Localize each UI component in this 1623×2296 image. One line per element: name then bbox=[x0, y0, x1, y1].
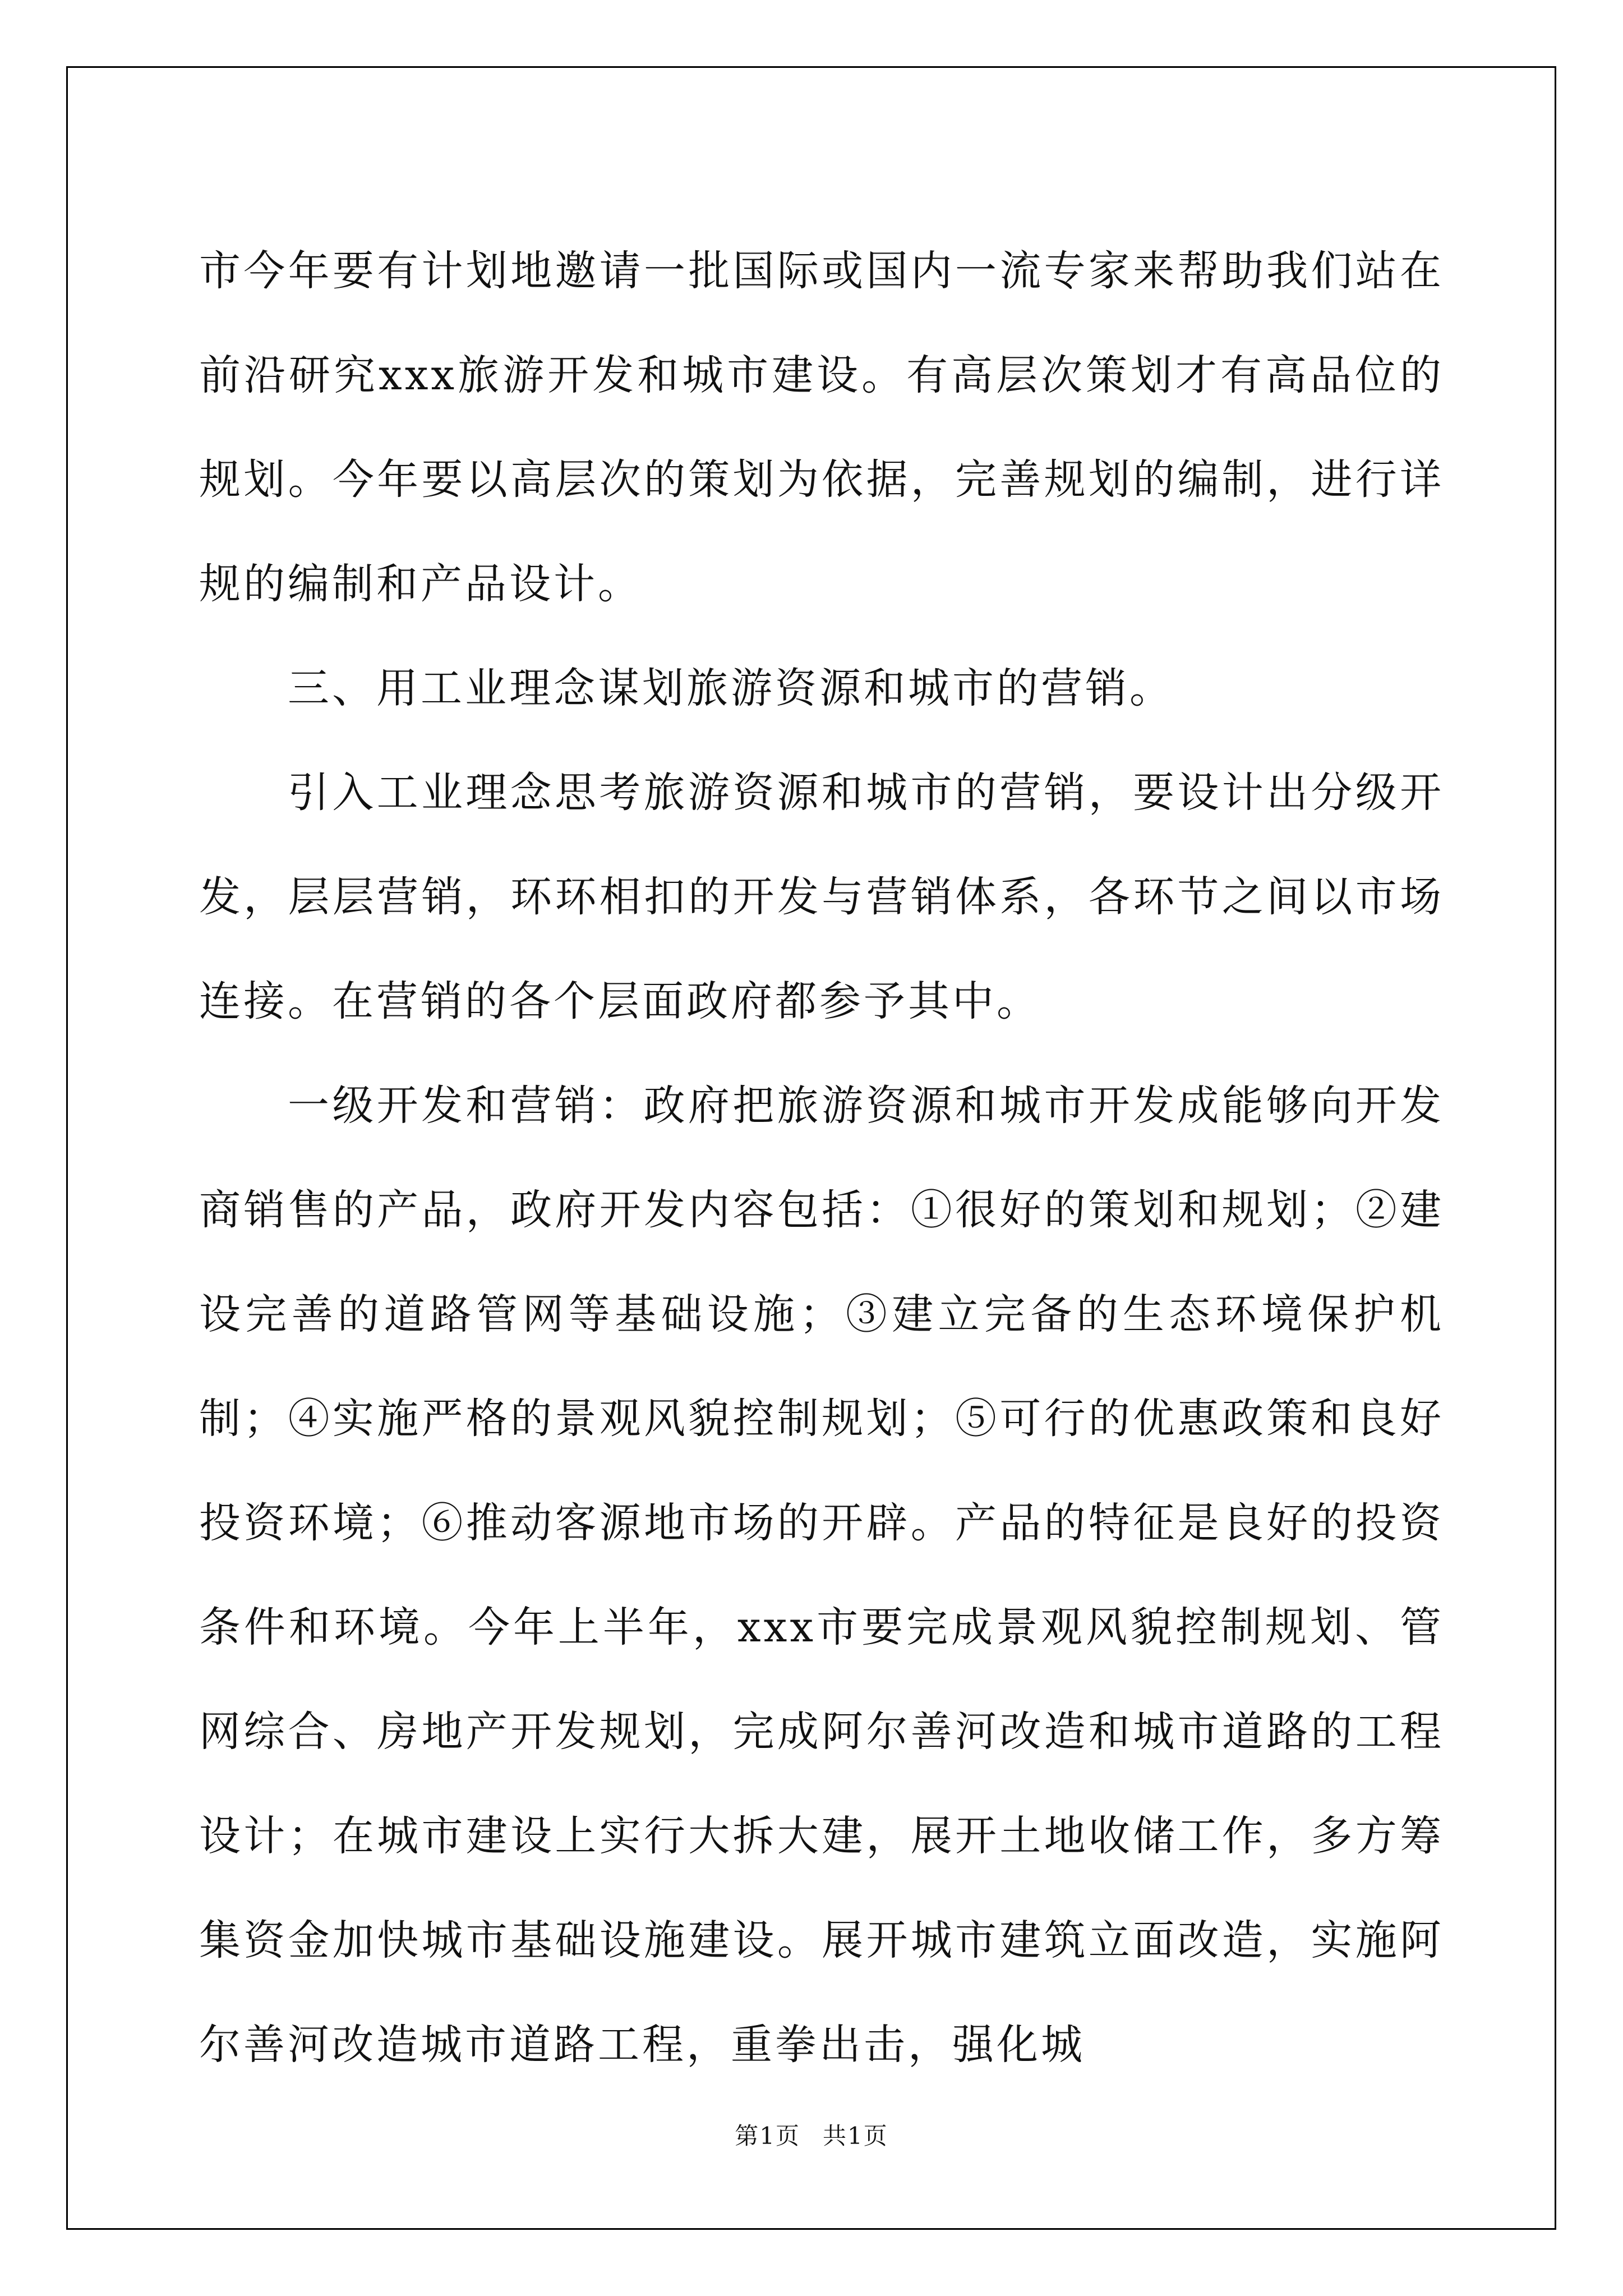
paragraph-2-heading: 三、用工业理念谋划旅游资源和城市的营销。 bbox=[288, 664, 1174, 712]
page-footer bbox=[0, 2118, 1623, 2151]
page-number: 第1页 bbox=[735, 2122, 800, 2150]
document-body bbox=[199, 219, 1444, 2097]
page-total: 共1页 bbox=[823, 2122, 888, 2150]
paragraph-3: 引入工业理念思考旅游资源和城市的营销，要设计出分级开发，层层营销，环环相扣的开发与营销体系，各环节之间以市场连接。在营销的各个层面政府都参予其中。 bbox=[199, 769, 1444, 1025]
paragraph-4: 一级开发和营销：政府把旅游资源和城市开发成能够向开发商销售的产品，政府开发内容包括：①很好的策划和规划；②建设完善的道路管网等基础设施；③建立完备的生态环境保护机制；④实施严格的景观风貌控制规划；⑤可行的优惠政策和良好投资环境；⑥推动客源地市场的开辟。产品的特征是良好的投资条件和环境。今年上半年，xxx市要完成景观风貌控制规划、管网综合、房地产开发规划，完成阿尔善河改造和城市道路的工程设计；在城市建设上实行大拆大建，展开土地收储工作，多方筹集资金加快城市基础设施建设。展开城市建筑立面改造，实施阿尔善河改造城市道路工程，重拳出击，强化城 bbox=[199, 1082, 1444, 2069]
paragraph-1: 市今年要有计划地邀请一批国际或国内一流专家来帮助我们站在前沿研究xxx旅游开发和城市建设。有高层次策划才有高品位的规划。今年要以高层次的策划为依据，完善规划的编制，进行详规的编制和产品设计。 bbox=[199, 247, 1444, 608]
